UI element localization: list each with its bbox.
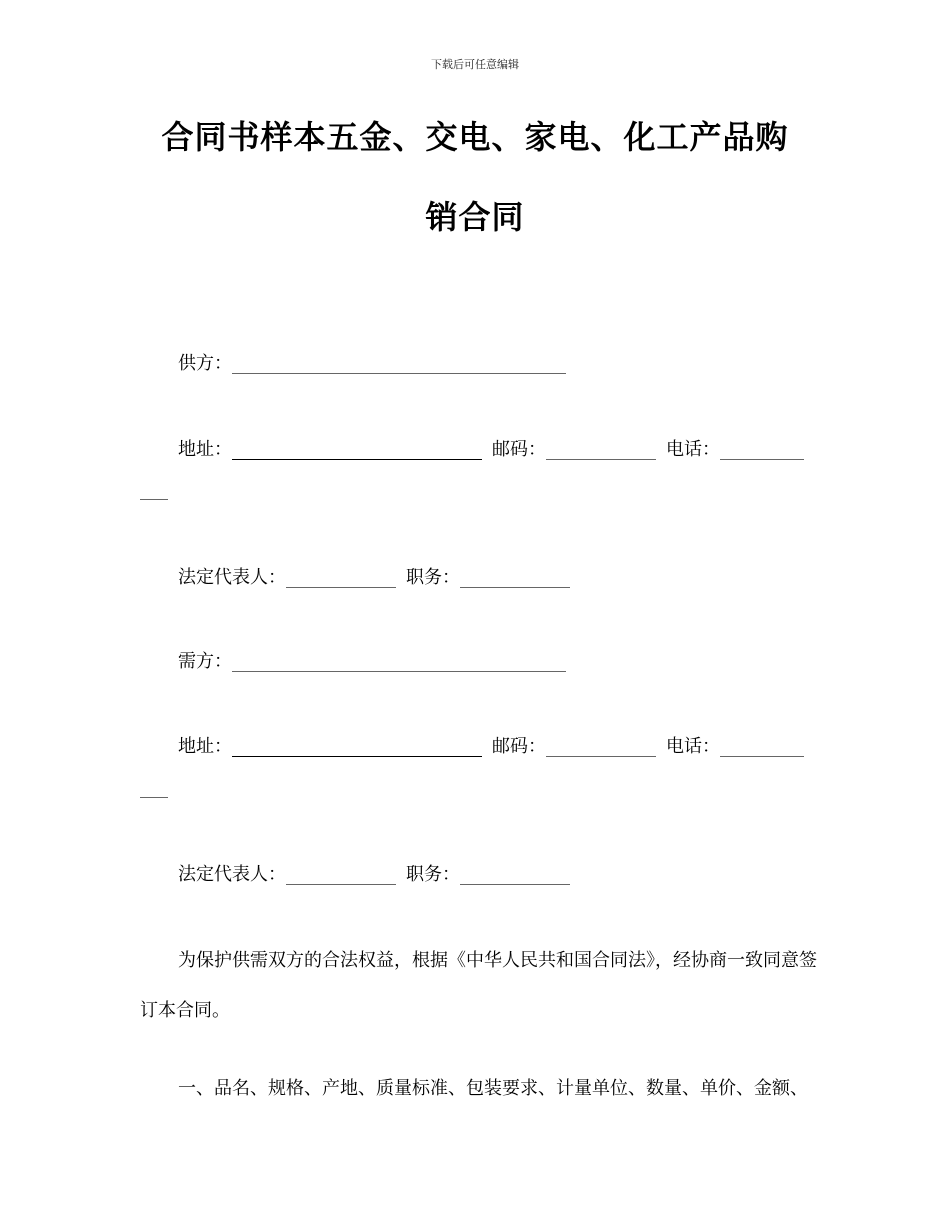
buyer-party-row [178, 650, 566, 674]
buyer-party-field[interactable] [232, 653, 566, 672]
buyer-rep-label: 法定代表人： [178, 864, 286, 885]
buyer-phone-field-continuation[interactable] [140, 797, 168, 798]
supplier-phone-field[interactable] [720, 441, 804, 460]
buyer-address-row [178, 735, 804, 759]
supplier-rep-row [178, 566, 570, 590]
buyer-address-field[interactable] [232, 738, 482, 757]
clause-1-paragraph: 一、品名、规格、产地、质量标准、包装要求、计量单位、数量、单价、金额、 [178, 1078, 808, 1099]
supplier-title-field[interactable] [460, 569, 570, 588]
supplier-address-row [178, 438, 804, 462]
supplier-party-field[interactable] [232, 355, 566, 374]
document-title-line-2: 销合同 [425, 198, 525, 236]
header-note: 下载后可任意编辑 [431, 58, 519, 71]
supplier-rep-field[interactable] [286, 569, 396, 588]
buyer-postcode-label: 邮码： [492, 736, 546, 757]
buyer-address-label: 地址： [178, 736, 232, 757]
buyer-title-field[interactable] [460, 866, 570, 885]
supplier-phone-label: 电话： [666, 439, 720, 460]
supplier-postcode-field[interactable] [546, 441, 656, 460]
buyer-party-label: 需方： [178, 651, 232, 672]
supplier-phone-field-continuation[interactable] [140, 499, 168, 500]
document-title-line-1: 合同书样本五金、交电、家电、化工产品购 [161, 118, 789, 156]
supplier-address-label: 地址： [178, 439, 232, 460]
buyer-rep-row [178, 863, 570, 887]
buyer-phone-field[interactable] [720, 738, 804, 757]
supplier-title-label: 职务： [406, 567, 460, 588]
buyer-title-label: 职务： [406, 864, 460, 885]
supplier-rep-label: 法定代表人： [178, 567, 286, 588]
buyer-rep-field[interactable] [286, 866, 396, 885]
preamble-paragraph: 为保护供需双方的合法权益，根据《中华人民共和国合同法》，经协商一致同意签订本合同。 [140, 950, 817, 1021]
supplier-address-field[interactable] [232, 441, 482, 460]
supplier-party-label: 供方： [178, 353, 232, 374]
supplier-party-row [178, 352, 566, 376]
buyer-postcode-field[interactable] [546, 738, 656, 757]
buyer-phone-label: 电话： [666, 736, 720, 757]
supplier-postcode-label: 邮码： [492, 439, 546, 460]
